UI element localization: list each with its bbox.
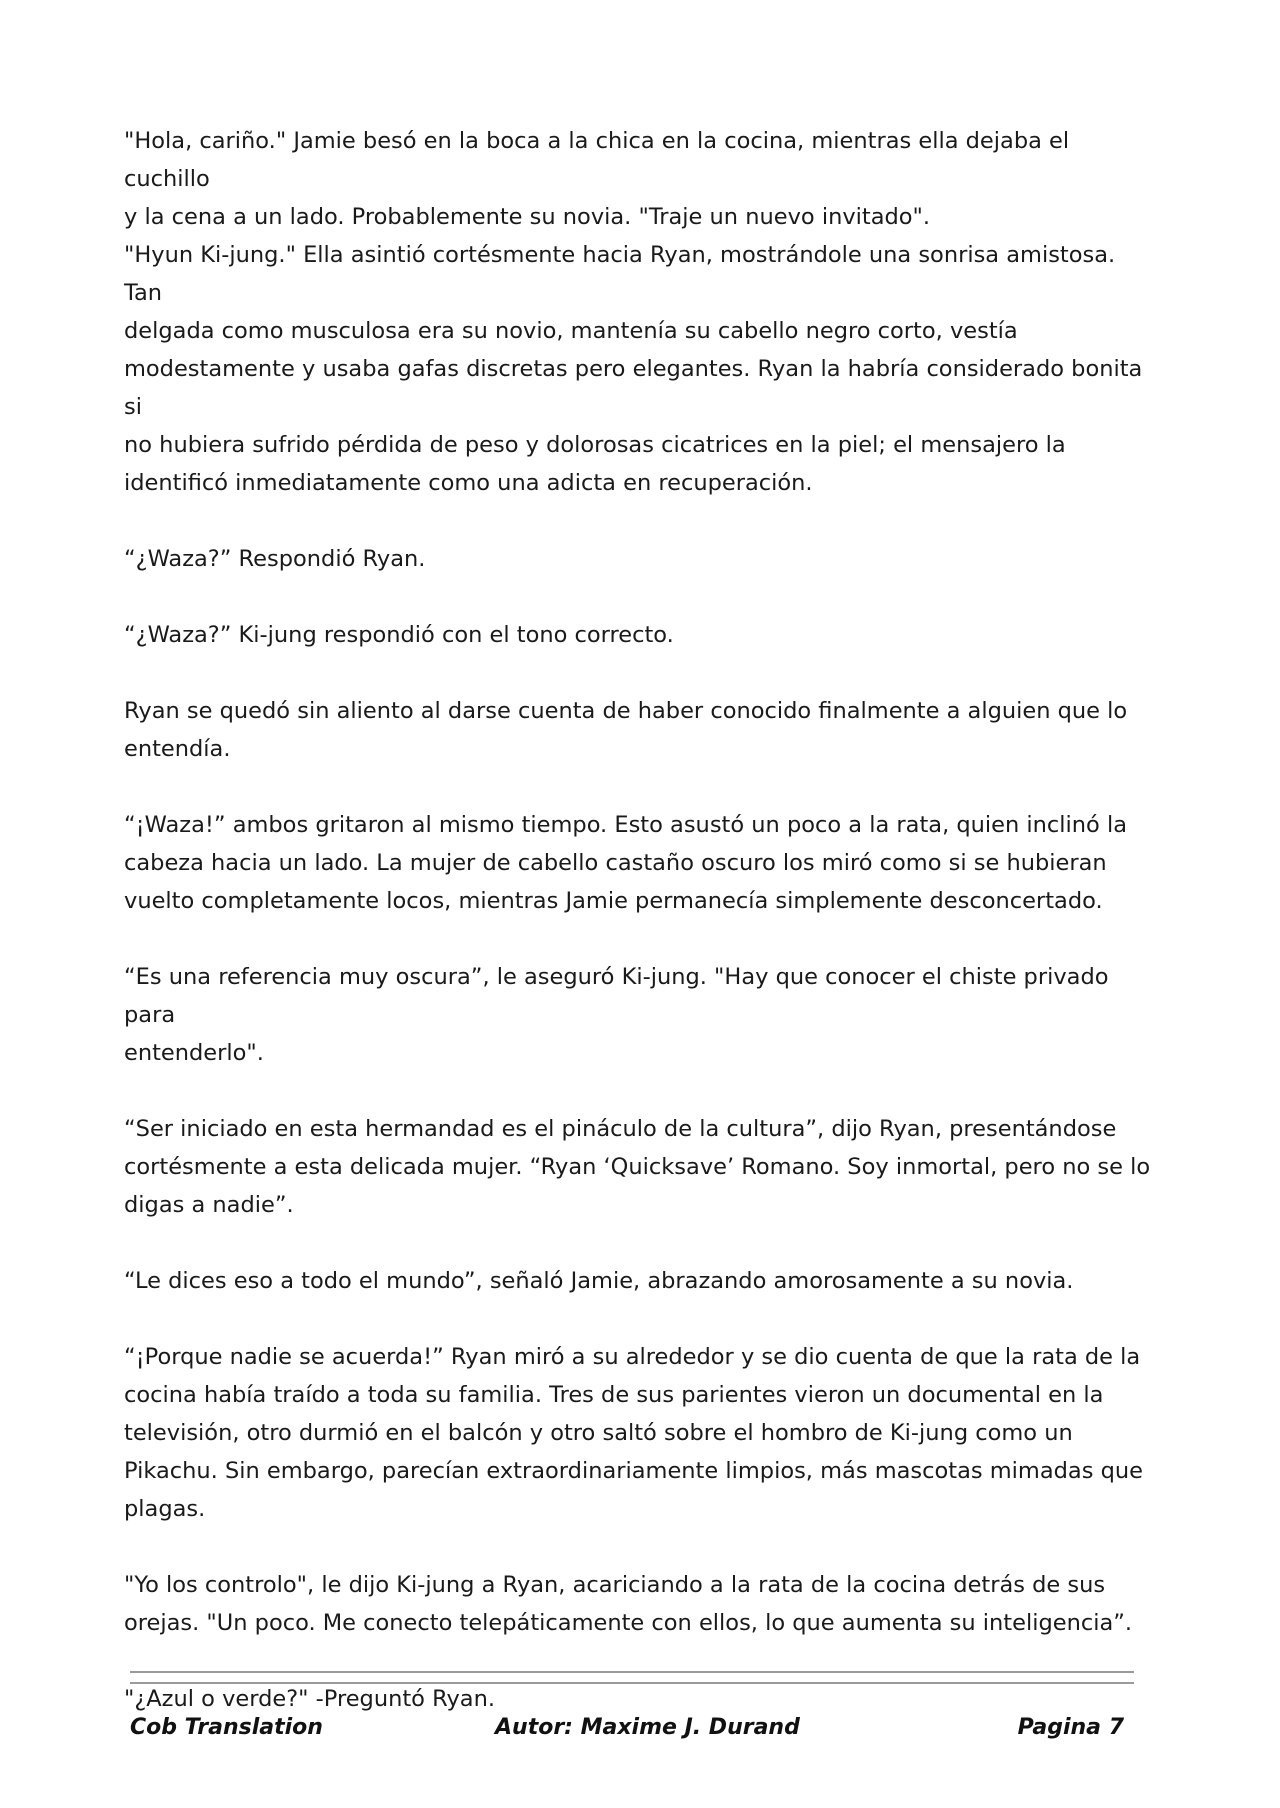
- text-line: modestamente y usaba gafas discretas pero elegantes. Ryan la habría considerado bonita si: [124, 356, 1143, 420]
- page-footer: [130, 1715, 1134, 1749]
- text-line: digas a nadie”.: [124, 1192, 294, 1218]
- text-line: "Yo los controlo", le dijo Ki-jung a Ryan, acariciando a la rata de la cocina detrás de sus: [124, 1572, 1106, 1598]
- text-line: orejas. "Un poco. Me conecto telepáticamente con ellos, lo que aumenta su inteligencia”.: [124, 1610, 1133, 1636]
- text-line: “Le dices eso a todo el mundo”, señaló Jamie, abrazando amorosamente a su novia.: [124, 1268, 1074, 1294]
- text-line: vuelto completamente locos, mientras Jamie permanecía simplemente desconcertado.: [124, 888, 1103, 914]
- text-line: identificó inmediatamente como una adicta en recuperación.: [124, 470, 813, 496]
- footer-page-number: Pagina 7: [1017, 1715, 1124, 1740]
- paragraph-12: [124, 1680, 1154, 1718]
- paragraph-6: [124, 806, 1154, 920]
- footer-translator: Cob Translation: [130, 1715, 323, 1740]
- text-line: “¡Waza!” ambos gritaron al mismo tiempo. Esto asustó un poco a la rata, quien inclinó la: [124, 812, 1128, 838]
- text-line: “¿Waza?” Ki-jung respondió con el tono correcto.: [124, 622, 674, 648]
- text-line: y la cena a un lado. Probablemente su novia. "Traje un nuevo invitado".: [124, 204, 931, 230]
- paragraph-3: [124, 540, 1154, 578]
- text-line: "Hola, cariño." Jamie besó en la boca a la chica en la cocina, mientras ella dejaba el cuchillo: [124, 128, 1070, 192]
- paragraph-10: [124, 1338, 1154, 1528]
- paragraph-1: [124, 122, 1154, 236]
- text-line: "Hyun Ki-jung." Ella asintió cortésmente hacia Ryan, mostrándole una sonrisa amistosa. Tan: [124, 242, 1116, 306]
- paragraph-11: [124, 1566, 1154, 1642]
- paragraph-8: [124, 1110, 1154, 1224]
- text-line: “¿Waza?” Respondió Ryan.: [124, 546, 426, 572]
- text-line: entendía.: [124, 736, 231, 762]
- text-line: Pikachu. Sin embargo, parecían extraordinariamente limpios, más mascotas mimadas que: [124, 1458, 1143, 1484]
- text-line: Ryan se quedó sin aliento al darse cuenta de haber conocido finalmente a alguien que lo: [124, 698, 1128, 724]
- text-line: no hubiera sufrido pérdida de peso y dolorosas cicatrices en la piel; el mensajero la: [124, 432, 1066, 458]
- paragraph-9: [124, 1262, 1154, 1300]
- text-line: cabeza hacia un lado. La mujer de cabello castaño oscuro los miró como si se hubieran: [124, 850, 1107, 876]
- text-line: “Es una referencia muy oscura”, le aseguró Ki-jung. "Hay que conocer el chiste privado para: [124, 964, 1109, 1028]
- paragraph-7: [124, 958, 1154, 1072]
- text-line: cortésmente a esta delicada mujer. “Ryan ‘Quicksave’ Romano. Soy inmortal, pero no se lo: [124, 1154, 1151, 1180]
- footer-author: Autor: Maxime J. Durand: [495, 1715, 800, 1740]
- text-line: delgada como musculosa era su novio, mantenía su cabello negro corto, vestía: [124, 318, 1018, 344]
- text-line: "¿Azul o verde?" -Preguntó Ryan.: [124, 1686, 496, 1712]
- body-text: [124, 122, 1154, 1756]
- footer-divider-bottom: [130, 1682, 1134, 1684]
- paragraph-5: [124, 692, 1154, 768]
- text-line: “Ser iniciado en esta hermandad es el pináculo de la cultura”, dijo Ryan, presentándose: [124, 1116, 1117, 1142]
- paragraph-2: [124, 236, 1154, 502]
- text-line: entenderlo".: [124, 1040, 264, 1066]
- text-line: plagas.: [124, 1496, 206, 1522]
- paragraph-4: [124, 616, 1154, 654]
- text-line: cocina había traído a toda su familia. Tres de sus parientes vieron un documental en la: [124, 1382, 1104, 1408]
- text-line: “¡Porque nadie se acuerda!” Ryan miró a su alrededor y se dio cuenta de que la rata de la: [124, 1344, 1141, 1370]
- text-line: televisión, otro durmió en el balcón y otro saltó sobre el hombro de Ki-jung como un: [124, 1420, 1073, 1446]
- footer-divider-top: [130, 1671, 1134, 1673]
